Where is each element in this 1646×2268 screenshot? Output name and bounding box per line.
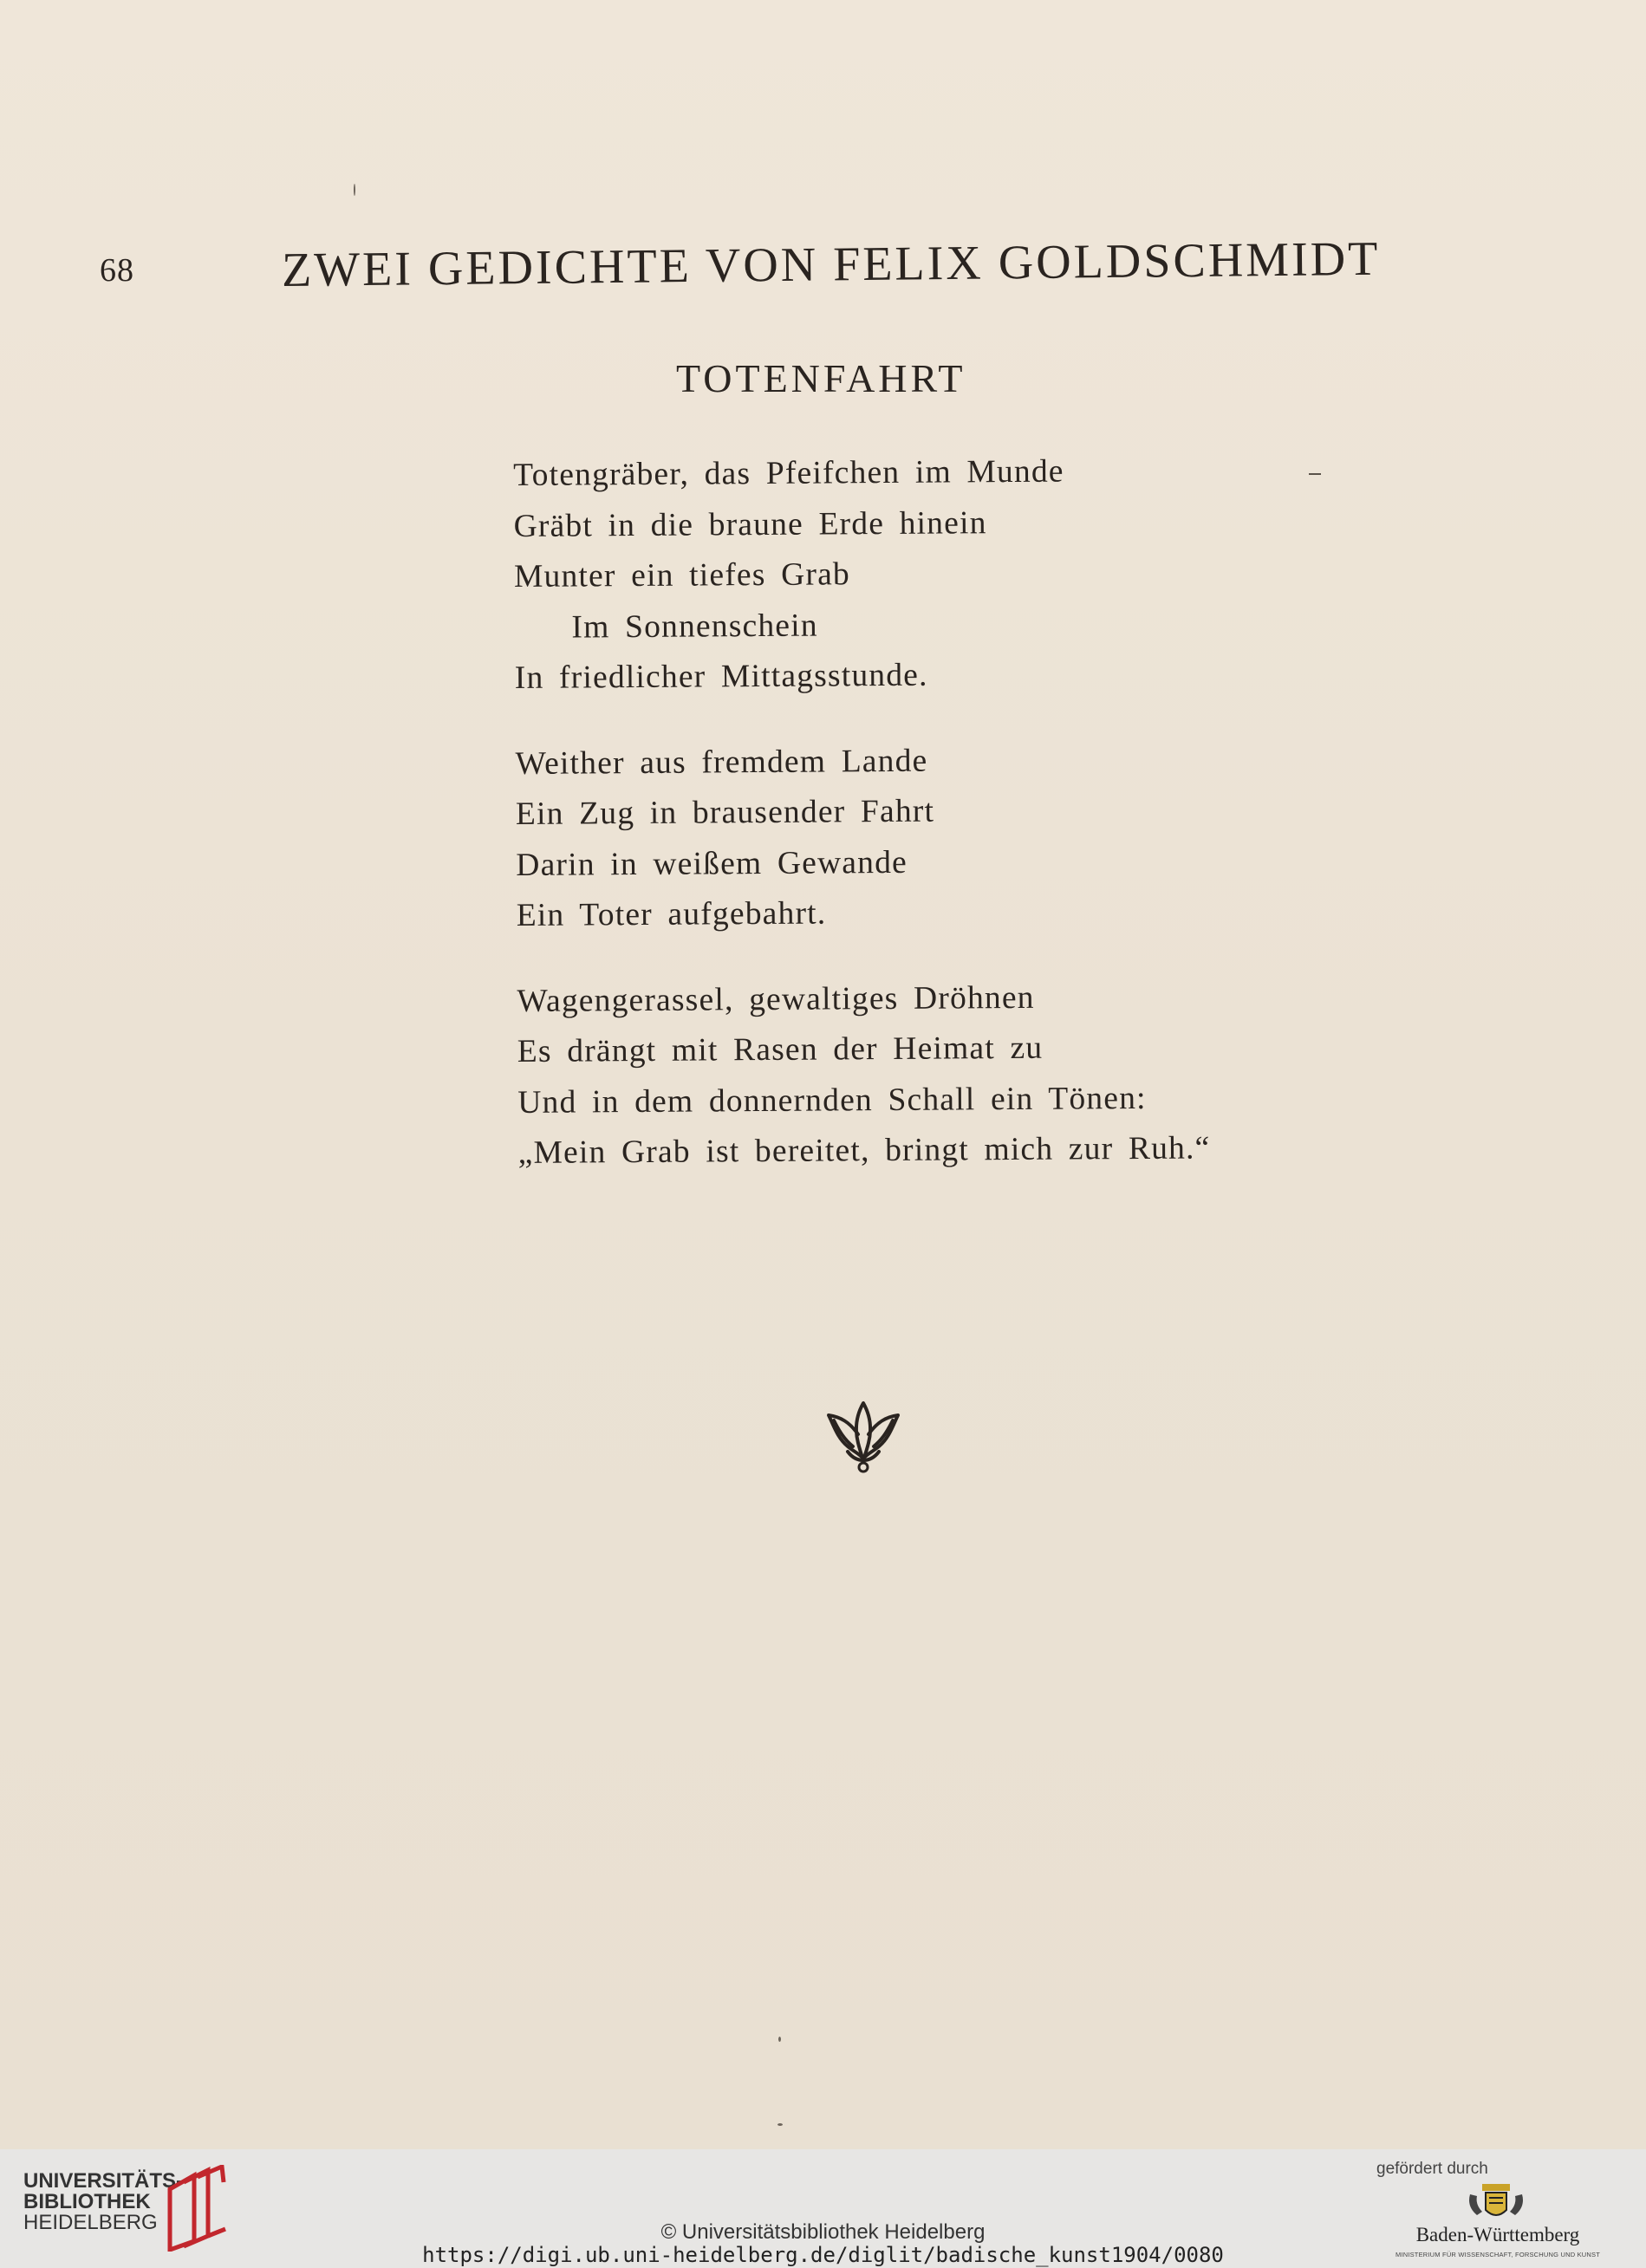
paper-speck: [778, 2037, 781, 2042]
poem-line: Ein Toter aufgebahrt.: [516, 895, 827, 933]
poem-line: Im Sonnenschein: [571, 608, 818, 646]
stanza: [515, 733, 1366, 942]
library-name-line: HEIDELBERG: [23, 2211, 158, 2234]
poem-line: Und in dem donnernden Schall ein Tönen:: [517, 1080, 1147, 1121]
permalink-url[interactable]: https://digi.ub.uni-heidelberg.de/diglit/badische_kunst1904/0080: [422, 2243, 1224, 2267]
stanza: [513, 445, 1364, 704]
funded-by-label: gefördert durch: [1376, 2160, 1488, 2178]
poem-body: [513, 445, 1368, 1213]
running-head: ZWEI GEDICHTE VON FELIX GOLDSCHMIDT: [281, 231, 1381, 297]
copyright-notice: © Universitätsbibliothek Heidelberg: [660, 2220, 986, 2244]
poem-line: Gräbt in die braune Erde hinein: [513, 504, 987, 544]
state-name: Baden-Württemberg: [1415, 2224, 1580, 2245]
poem-line: Wagengerassel, gewaltiges Dröhnen: [517, 979, 1035, 1019]
library-name-line: UNIVERSITÄTS-: [23, 2169, 184, 2193]
poem-line: Ein Zug in brausender Fahrt: [515, 793, 935, 832]
poem-line: „Mein Grab ist bereitet, bringt mich zur Ruh.“: [517, 1130, 1211, 1171]
ministry-name: MINISTERIUM FÜR WISSENSCHAFT, FORSCHUNG UND KUNST: [1395, 2251, 1601, 2258]
fleuron-ornament-icon: [822, 1400, 905, 1474]
paper-speck: [354, 184, 355, 196]
poem-title: TOTENFAHRT: [676, 356, 966, 400]
poem-line: Es drängt mit Rasen der Heimat zu: [517, 1030, 1044, 1069]
baden-wuerttemberg-crest-icon[interactable]: [1463, 2180, 1529, 2224]
paper-speck: [777, 2123, 783, 2126]
poem-line: Munter ein tiefes Grab: [513, 556, 851, 595]
page-number: 68: [100, 252, 134, 289]
stanza: [517, 971, 1368, 1179]
poem-line: In friedlicher Mittagsstunde.: [514, 657, 928, 696]
poem-line: Totengräber, das Pfeifchen im Munde: [513, 453, 1064, 493]
poem-line: Weither aus fremdem Lande: [515, 743, 928, 782]
poem-line: Darin in weißem Gewande: [516, 844, 908, 883]
library-name-line: BIBLIOTHEK: [23, 2190, 151, 2213]
footer-bar: [0, 2149, 1646, 2268]
